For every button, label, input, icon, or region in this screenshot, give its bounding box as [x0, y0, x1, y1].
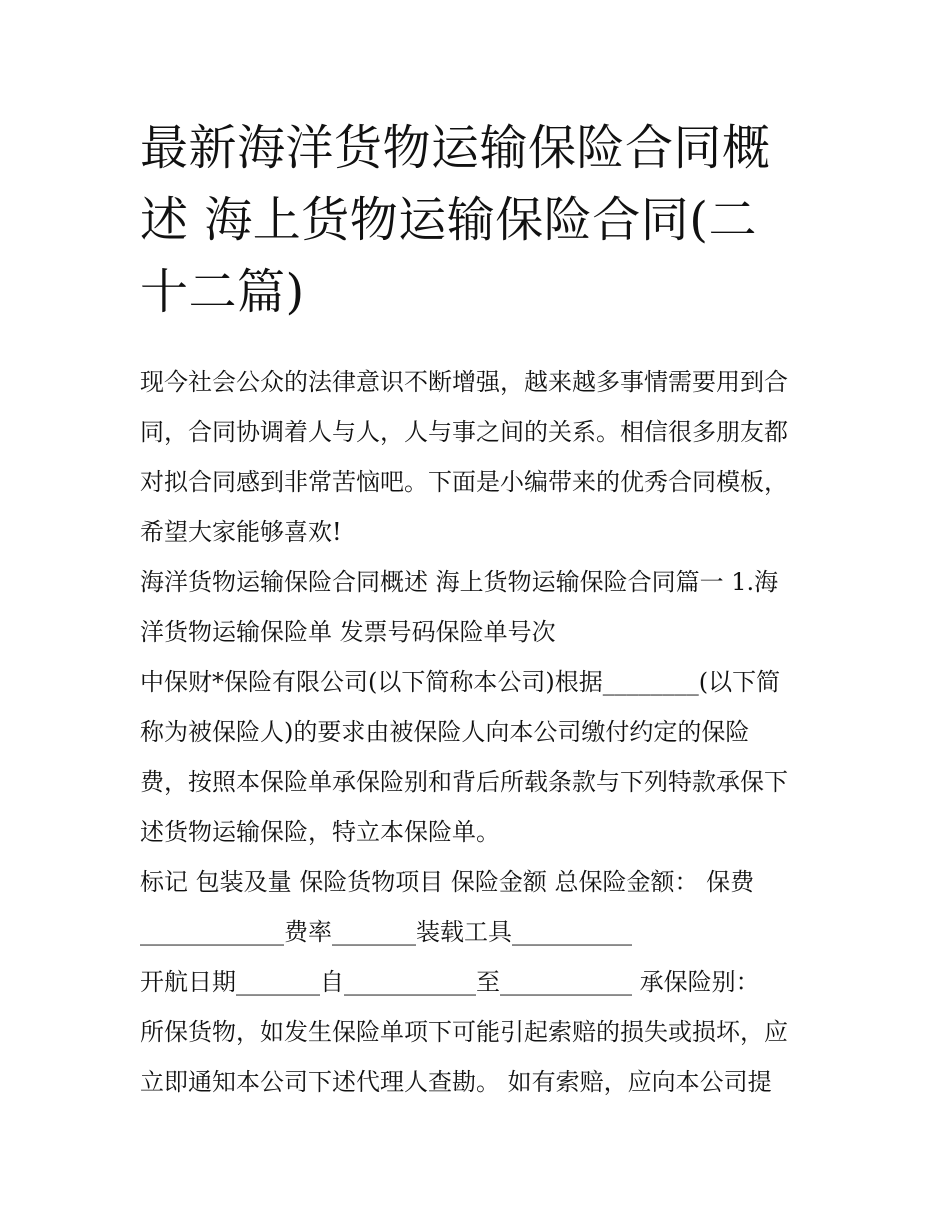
body-line: 希望大家能够喜欢! [140, 518, 342, 546]
document-body [140, 357, 830, 1107]
title-line: 十二篇) [140, 264, 305, 320]
body-line: 述货物运输保险，特立本保险单。 [140, 818, 500, 846]
body-line: 中保财*保险有限公司(以下简称本公司)根据________(以下简 [140, 668, 781, 696]
body-line: 洋货物运输保险单 发票号码保险单号次 [140, 618, 556, 646]
body-line: 称为被保险人)的要求由被保险人向本公司缴付约定的保险 [140, 718, 750, 746]
document-title [140, 112, 820, 328]
body-line: ____________费率_______装载工具__________ [140, 918, 632, 946]
body-line: 同，合同协调着人与人，人与事之间的关系。相信很多朋友都 [140, 418, 788, 446]
title-line: 述 海上货物运输保险合同(二 [140, 192, 757, 248]
body-line: 对拟合同感到非常苦恼吧。下面是小编带来的优秀合同模板， [140, 468, 788, 496]
body-line: 费，按照本保险单承保险别和背后所载条款与下列特款承保下 [140, 768, 788, 796]
body-line: 海洋货物运输保险合同概述 海上货物运输保险合同篇一 1.海 [140, 568, 779, 596]
body-line: 标记 包装及量 保险货物项目 保险金额 总保险金额： 保费 [140, 868, 755, 896]
title-line: 最新海洋货物运输保险合同概 [140, 120, 771, 176]
body-line: 开航日期_______自___________至___________ 承保险别： [140, 968, 760, 996]
body-line: 所保货物，如发生保险单项下可能引起索赔的损失或损坏，应 [140, 1018, 788, 1046]
body-line: 立即通知本公司下述代理人查勘。 如有索赔，应向本公司提 [140, 1068, 772, 1096]
body-line: 现今社会公众的法律意识不断增强，越来越多事情需要用到合 [140, 368, 788, 396]
